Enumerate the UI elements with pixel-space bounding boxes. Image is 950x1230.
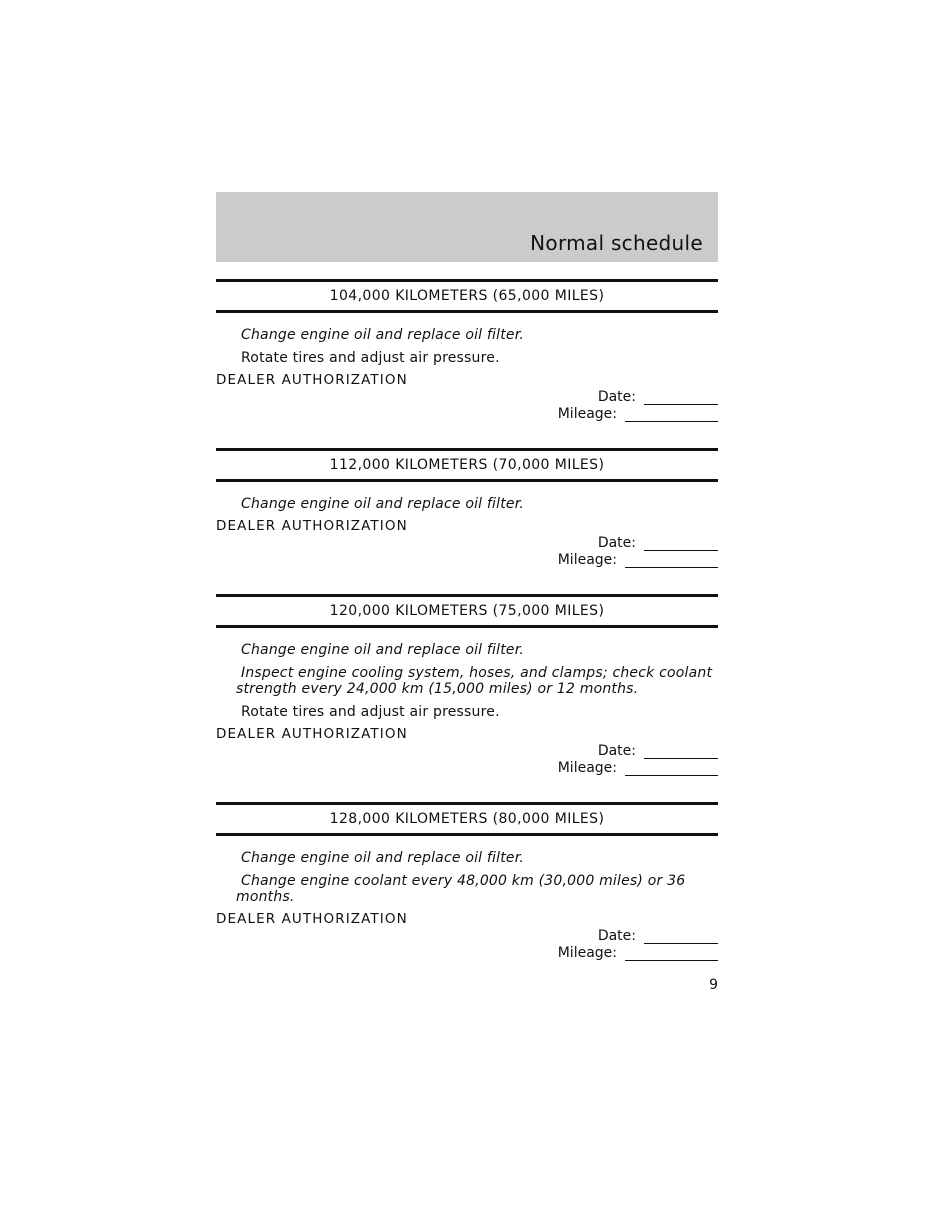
interval-heading-bar xyxy=(216,279,718,313)
service-item-list xyxy=(216,850,718,905)
service-item-list xyxy=(216,327,718,366)
service-item-list xyxy=(216,496,718,512)
maintenance-section xyxy=(216,448,718,568)
service-item: Change engine oil and replace oil filter. xyxy=(241,642,525,658)
service-item: Change engine coolant every 48,000 km (30,000 miles) or 36 months. xyxy=(236,873,686,905)
date-field-label: Date: xyxy=(597,535,636,551)
service-item: Rotate tires and adjust air pressure. xyxy=(241,704,500,720)
mileage-field-line xyxy=(625,553,718,568)
service-item: Change engine oil and replace oil filter. xyxy=(241,850,525,866)
service-item: Rotate tires and adjust air pressure. xyxy=(241,350,500,366)
maintenance-section xyxy=(216,279,718,422)
mileage-field-line xyxy=(625,407,718,422)
mileage-field-row xyxy=(216,759,718,776)
date-field-row xyxy=(216,742,718,759)
mileage-field-label: Mileage: xyxy=(557,406,617,422)
date-field-line xyxy=(644,390,718,405)
maintenance-section xyxy=(216,594,718,776)
dealer-authorization-label: DEALER AUTHORIZATION xyxy=(216,911,408,927)
date-field-label: Date: xyxy=(597,743,636,759)
service-item: Change engine oil and replace oil filter. xyxy=(241,327,525,343)
dealer-authorization-label: DEALER AUTHORIZATION xyxy=(216,726,408,742)
interval-heading: 104,000 KILOMETERS (65,000 MILES) xyxy=(329,288,605,304)
date-field-row xyxy=(216,927,718,944)
interval-heading-bar xyxy=(216,448,718,482)
maintenance-section xyxy=(216,802,718,961)
mileage-field-row xyxy=(216,551,718,568)
dealer-authorization-label: DEALER AUTHORIZATION xyxy=(216,372,408,388)
date-field-line xyxy=(644,536,718,551)
section-header-band xyxy=(216,192,718,262)
service-item: Inspect engine cooling system, hoses, and clamps; check coolant strength every 24,000 km (15,000 miles) or 12 months. xyxy=(236,665,713,697)
date-field-line xyxy=(644,929,718,944)
mileage-field-label: Mileage: xyxy=(557,552,617,568)
interval-heading: 128,000 KILOMETERS (80,000 MILES) xyxy=(329,811,605,827)
interval-heading: 120,000 KILOMETERS (75,000 MILES) xyxy=(329,603,605,619)
page-title: Normal schedule xyxy=(530,231,703,255)
mileage-field-line xyxy=(625,761,718,776)
mileage-field-row xyxy=(216,405,718,422)
date-field-label: Date: xyxy=(597,928,636,944)
date-field-label: Date: xyxy=(597,389,636,405)
date-field-line xyxy=(644,744,718,759)
mileage-field-line xyxy=(625,946,718,961)
date-field-row xyxy=(216,388,718,405)
dealer-authorization-label: DEALER AUTHORIZATION xyxy=(216,518,408,534)
interval-heading-bar xyxy=(216,802,718,836)
date-field-row xyxy=(216,534,718,551)
mileage-field-label: Mileage: xyxy=(557,945,617,961)
service-item: Change engine oil and replace oil filter. xyxy=(241,496,525,512)
interval-heading-bar xyxy=(216,594,718,628)
mileage-field-row xyxy=(216,944,718,961)
page-number: 9 xyxy=(709,977,718,993)
service-item-list xyxy=(216,642,718,720)
mileage-field-label: Mileage: xyxy=(557,760,617,776)
interval-heading: 112,000 KILOMETERS (70,000 MILES) xyxy=(329,457,605,473)
